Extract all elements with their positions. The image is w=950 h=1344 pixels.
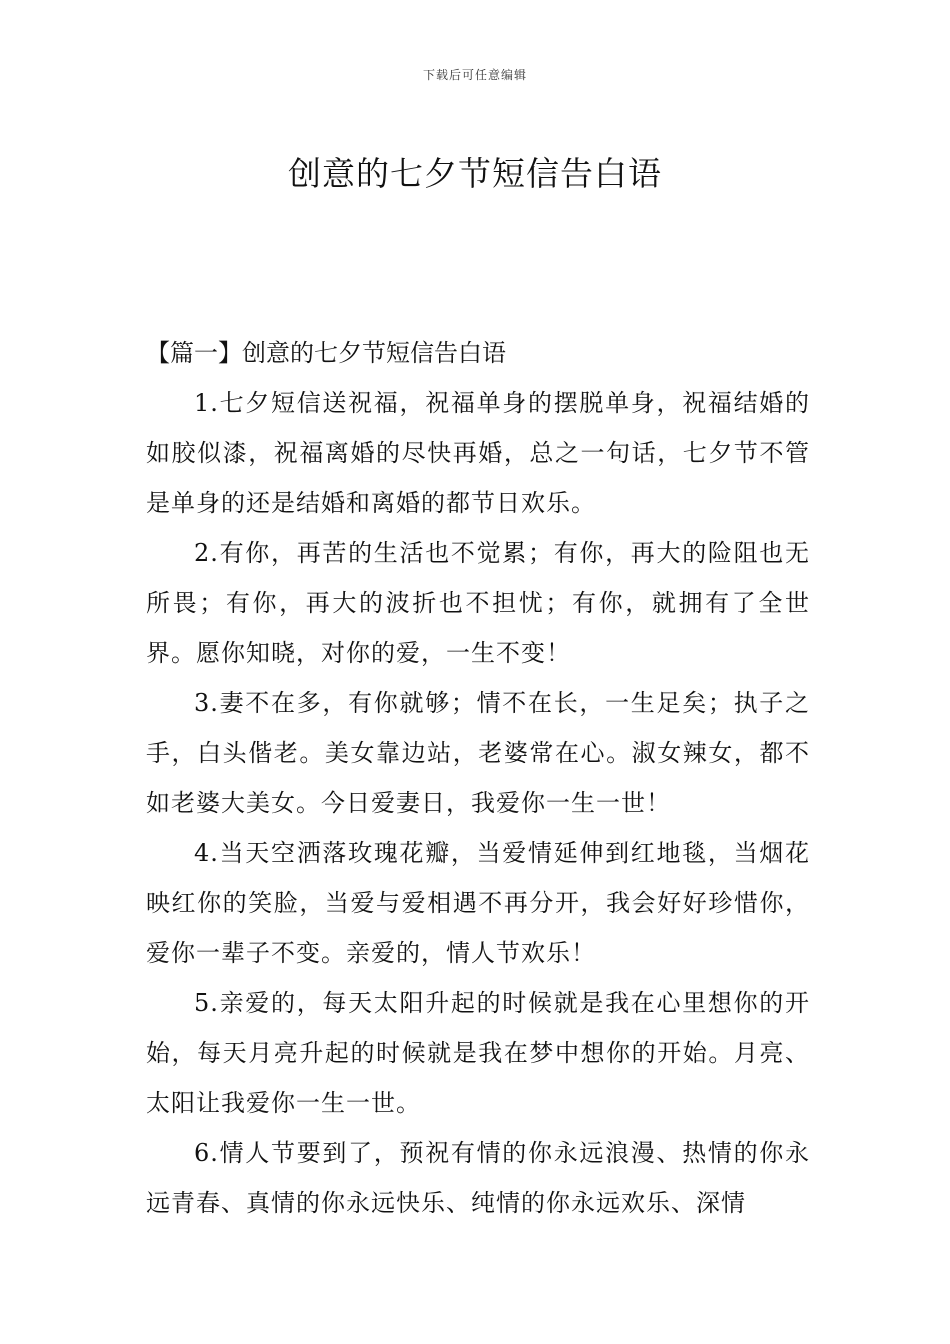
section-heading: 【篇一】创意的七夕节短信告白语 [146, 339, 506, 367]
document-title: 创意的七夕节短信告白语 [288, 154, 662, 194]
paragraph-1: 1.七夕短信送祝福，祝福单身的摆脱单身，祝福结婚的如胶似漆，祝福离婚的尽快再婚，总之一句话，七夕节不管是单身的还是结婚和离婚的都节日欢乐。 [146, 389, 810, 517]
paragraph-4: 4.当天空洒落玫瑰花瓣，当爱情延伸到红地毯，当烟花映红你的笑脸，当爱与爱相遇不再分开，我会好好珍惜你，爱你一辈子不变。亲爱的，情人节欢乐！ [146, 839, 810, 967]
paragraph-6: 6.情人节要到了，预祝有情的你永远浪漫、热情的你永远青春、真情的你永远快乐、纯情的你永远欢乐、深情 [146, 1139, 810, 1217]
paragraph-2: 2.有你，再苦的生活也不觉累；有你，再大的险阻也无所畏；有你，再大的波折也不担忧；有你，就拥有了全世界。愿你知晓，对你的爱，一生不变！ [146, 539, 810, 667]
paragraph-5: 5.亲爱的，每天太阳升起的时候就是我在心里想你的开始，每天月亮升起的时候就是我在梦中想你的开始。月亮、太阳让我爱你一生一世。 [146, 989, 810, 1117]
header-note: 下载后可任意编辑 [422, 68, 527, 82]
document-body [146, 328, 810, 1228]
paragraph-3: 3.妻不在多，有你就够；情不在长，一生足矣；执子之手，白头偕老。美女靠边站，老婆常在心。淑女辣女，都不如老婆大美女。今日爱妻日，我爱你一生一世！ [146, 689, 810, 817]
